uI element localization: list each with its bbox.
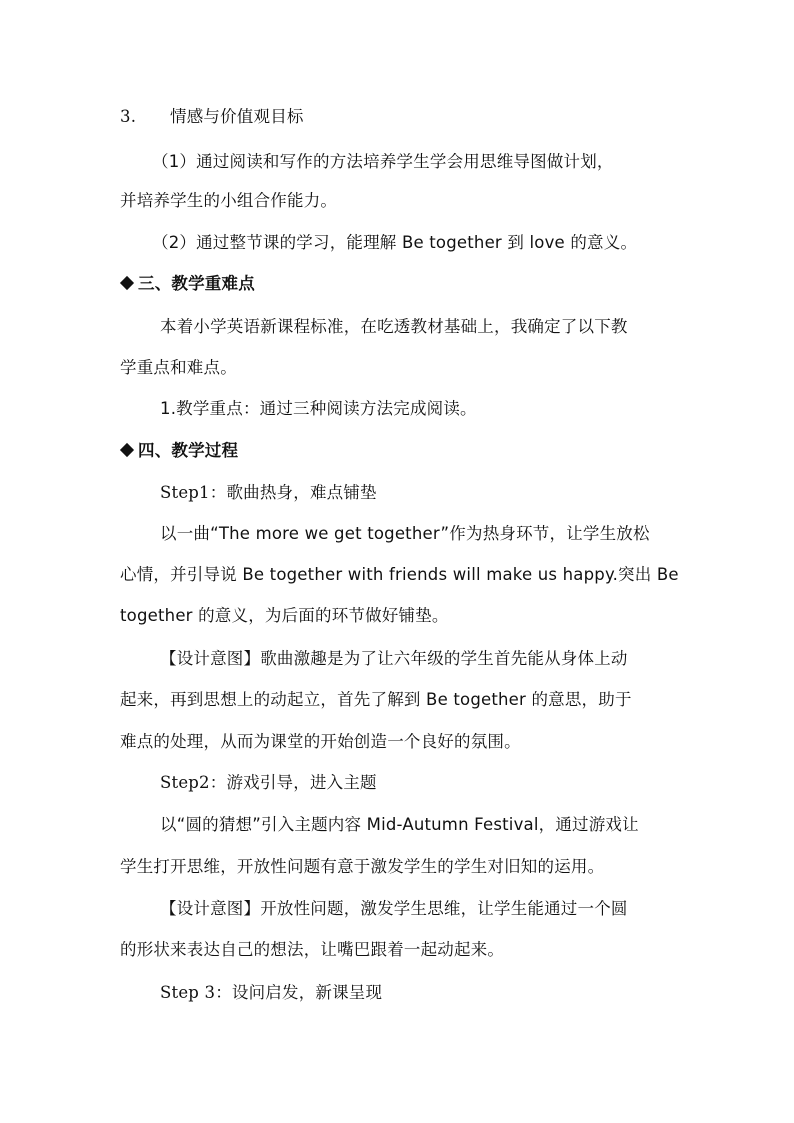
step2-para-line1: 以“圆的猜想”引入主题内容 Mid-Autumn Festival，通过游戏让	[160, 815, 639, 834]
step1-intent-line2: 起来，再到思想上的动起立，首先了解到 Be together 的意思，助于	[120, 690, 632, 709]
step3-title: Step 3：设问启发，新课呈现	[160, 983, 383, 1002]
step1-intent-line3: 难点的处理，从而为课堂的开始创造一个良好的氛围。	[120, 732, 521, 751]
section3-title: 情感与价值观目标	[170, 107, 304, 126]
step1-intent-line1: 【设计意图】歌曲激趣是为了让六年级的学生首先能从身体上动	[160, 649, 628, 668]
section3-number: 3.	[120, 107, 137, 126]
step1-para-line1: 以一曲“The more we get together”作为热身环节，让学生放松	[160, 524, 650, 543]
step2-para-line2: 学生打开思维，开放性问题有意于激发学生的学生对旧知的运用。	[120, 857, 605, 876]
step1-para-line3: together 的意义，为后面的环节做好铺垫。	[120, 606, 449, 625]
diamond-bullet-icon	[120, 276, 134, 290]
section3-item1-line1: （1）通过阅读和写作的方法培养学生学会用思维导图做计划，	[152, 152, 614, 171]
difficulty-heading-text: 三、教学重难点	[138, 274, 255, 293]
step1-para-line2: 心情，并引导说 Be together with friends will make us happy.突出 Be	[120, 565, 679, 584]
difficulty-para-line2: 学重点和难点。	[120, 358, 237, 377]
section3-item2: （2）通过整节课的学习，能理解 Be together 到 love 的意义。	[152, 233, 638, 252]
step2-intent-line2: 的形状来表达自己的想法，让嘴巴跟着一起动起来。	[120, 940, 505, 959]
step2-intent-line1: 【设计意图】开放性问题，激发学生思维，让学生能通过一个圆	[160, 899, 628, 918]
step2-title: Step2：游戏引导，进入主题	[160, 773, 377, 792]
section3-heading	[120, 106, 680, 128]
difficulty-para-line1: 本着小学英语新课程标准，在吃透教材基础上，我确定了以下教	[160, 317, 628, 336]
difficulty-heading	[120, 273, 680, 295]
process-heading	[120, 440, 680, 462]
process-heading-text: 四、教学过程	[138, 441, 239, 460]
step1-title: Step1：歌曲热身，难点铺垫	[160, 483, 377, 502]
diamond-bullet-icon	[120, 443, 134, 457]
key-point: 1.教学重点：通过三种阅读方法完成阅读。	[160, 399, 477, 418]
section3-item1-line2: 并培养学生的小组合作能力。	[120, 191, 338, 210]
